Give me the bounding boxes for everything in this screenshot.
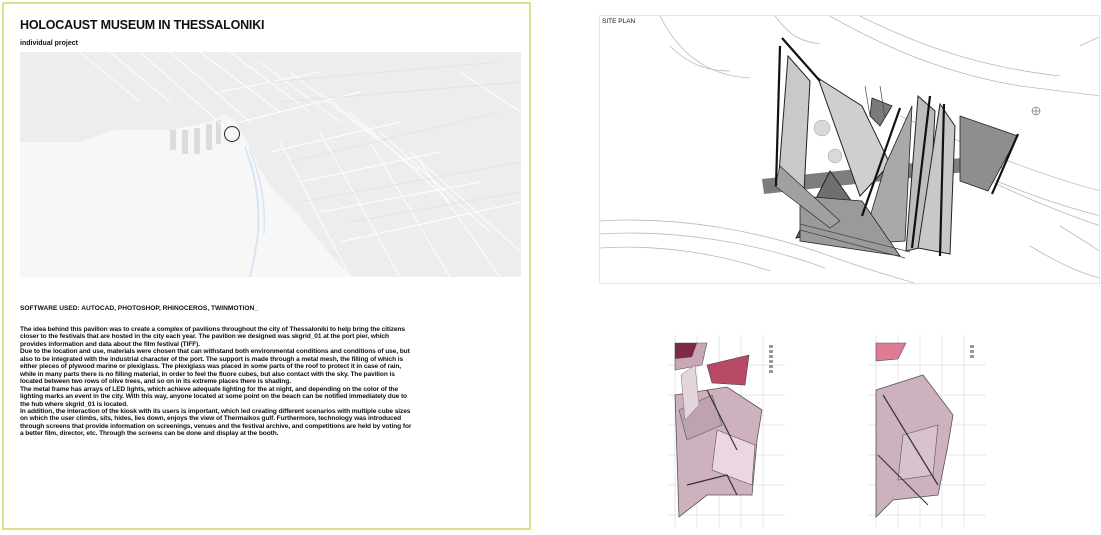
description-paragraph: The metal frame has arrays of LED lights, which achieve adequate lighting for the at night, and depending on the color of the lighting marks an event in the city. With this way, anyone located at some point on the beach can be notified immediately due to the hub where skgrid_01 is located. (20, 385, 407, 408)
description-paragraph: The idea behind this pavilion was to create a complex of pavilions throughout the city of Thessaloniki to help bring the citizens closer to the festivals that are hosted in the city each year. The pavilion we designed was skgrid_01 at the port pier, which provides information and data about the film festival (TIFF). (20, 326, 405, 348)
software-used: SOFTWARE USED: AUTOCAD, PHOTOSHOP, RHINOCEROS, TWINMOTION_ (20, 305, 258, 312)
floor-plan-outline (868, 335, 986, 527)
floor-plan-drawing (667, 335, 785, 527)
city-map-graphic (20, 52, 521, 277)
project-card (2, 2, 531, 530)
project-description (20, 326, 415, 438)
description-paragraph: Due to the location and use, materials were chosen that can withstand both environmental conditions and conditions of use, but also to be integrated with the industrial character of the port. The support is made through a metal mesh, the filling of which is either pieces of plywood marine or plexiglass. The plexiglass was placed in some parts of the roof to protect it in case of rain, while in many parts there is no filling material, in order to feel the fluore cubes, but also contact with the sky. The pavilion is located between two rows of olive trees, and so on in its extreme places there is shading. (20, 348, 410, 386)
description-paragraph: In addition, the interaction of the kiosk with its users is important, which led creating different scenarios with multiple cube sizes on which the user climbs, sits, hides, lies down, enjoys the view of Thermaikos gulf. Furthermore, technology was introduced through screens that provide information on screenings, venues and the festival archive, and competitions are held by voting for a better film, director, etc. Through the screens can be done and display at the booth. (20, 407, 412, 438)
site-plan (599, 15, 1100, 284)
floor-plan-colored (667, 335, 785, 527)
project-title: HOLOCAUST MUSEUM IN THESSALONIKI (20, 18, 265, 32)
site-plan-drawing (600, 16, 1100, 284)
city-map (20, 52, 521, 277)
project-subtitle: individual project (20, 40, 78, 47)
site-plan-label: SITE PLAN (602, 18, 636, 25)
floor-plan-drawing (868, 335, 986, 527)
